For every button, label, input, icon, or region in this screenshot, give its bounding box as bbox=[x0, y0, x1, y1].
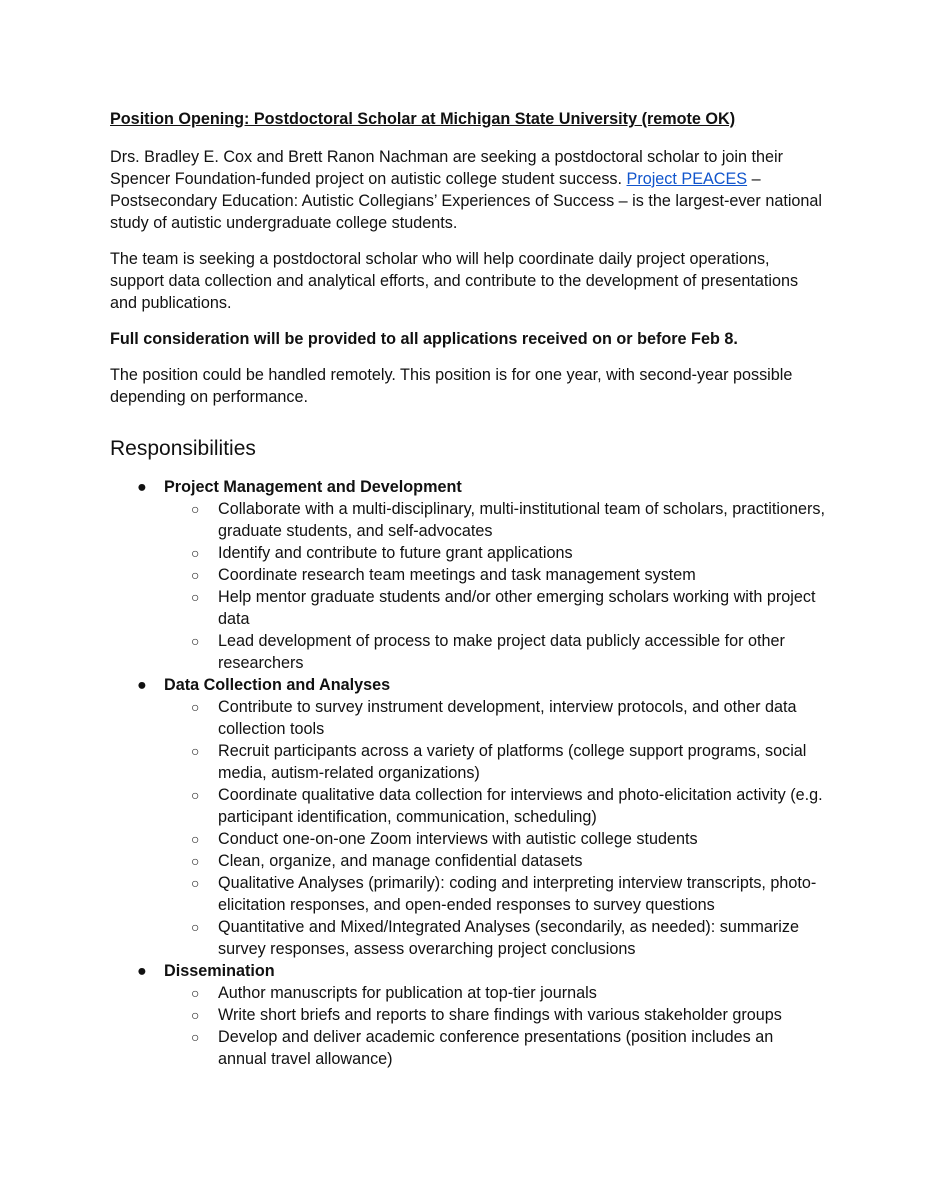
circle-bullet-icon: ○ bbox=[191, 985, 200, 1001]
circle-bullet-icon: ○ bbox=[191, 787, 200, 803]
project-peaces-link[interactable]: Project PEACES bbox=[626, 170, 748, 188]
list-item-text: Coordinate research team meetings and task management system bbox=[218, 566, 696, 584]
document-title: Position Opening: Postdoctoral Scholar at Michigan State University (remote OK) bbox=[110, 110, 736, 128]
list-item-text: Quantitative and Mixed/Integrated Analyses (secondarily, as needed): summarize survey responses, assess overarching project conclusions bbox=[218, 918, 799, 958]
circle-bullet-icon: ○ bbox=[191, 545, 200, 561]
responsibilities-heading: Responsibilities bbox=[110, 437, 256, 460]
circle-bullet-icon: ○ bbox=[191, 567, 200, 583]
list-item bbox=[164, 542, 825, 564]
list-item bbox=[164, 828, 825, 850]
sub-list bbox=[164, 498, 825, 674]
list-item-text: Develop and deliver academic conference presentations (position includes an annual travel allowance) bbox=[218, 1028, 774, 1068]
deadline-paragraph: Full consideration will be provided to all applications received on or before Feb 8. bbox=[110, 330, 738, 348]
list-item bbox=[164, 872, 825, 916]
list-item-text: Conduct one-on-one Zoom interviews with autistic college students bbox=[218, 830, 698, 848]
circle-bullet-icon: ○ bbox=[191, 831, 200, 847]
document-body bbox=[110, 108, 825, 1070]
circle-bullet-icon: ○ bbox=[191, 853, 200, 869]
circle-bullet-icon: ○ bbox=[191, 633, 200, 649]
circle-bullet-icon: ○ bbox=[191, 919, 200, 935]
list-item-text: Collaborate with a multi-disciplinary, multi-institutional team of scholars, practitioners, graduate students, and self-advocates bbox=[218, 500, 825, 540]
section-label: Project Management and Development bbox=[164, 478, 462, 496]
circle-bullet-icon: ○ bbox=[191, 1029, 200, 1045]
list-item bbox=[164, 1026, 825, 1070]
circle-bullet-icon: ○ bbox=[191, 743, 200, 759]
list-item-text: Lead development of process to make project data publicly accessible for other researchers bbox=[218, 632, 785, 672]
list-item bbox=[164, 564, 825, 586]
list-item bbox=[164, 850, 825, 872]
list-item bbox=[164, 916, 825, 960]
bullet-icon: ● bbox=[137, 962, 147, 980]
list-item bbox=[164, 740, 825, 784]
list-item-text: Recruit participants across a variety of platforms (college support programs, social media, autism-related organizations) bbox=[218, 742, 807, 782]
list-item-text: Contribute to survey instrument development, interview protocols, and other data collection tools bbox=[218, 698, 797, 738]
list-item-text: Author manuscripts for publication at top-tier journals bbox=[218, 984, 597, 1002]
circle-bullet-icon: ○ bbox=[191, 501, 200, 517]
list-item-text: Qualitative Analyses (primarily): coding and interpreting interview transcripts, photo-elicitation responses, and open-ended responses to survey questions bbox=[218, 874, 817, 914]
intro-paragraph bbox=[110, 146, 825, 234]
circle-bullet-icon: ○ bbox=[191, 1007, 200, 1023]
sub-list bbox=[164, 696, 825, 960]
sub-list bbox=[164, 982, 825, 1070]
list-item bbox=[164, 982, 825, 1004]
list-item bbox=[164, 630, 825, 674]
list-item-text: Help mentor graduate students and/or other emerging scholars working with project data bbox=[218, 588, 816, 628]
circle-bullet-icon: ○ bbox=[191, 699, 200, 715]
circle-bullet-icon: ○ bbox=[191, 589, 200, 605]
list-item bbox=[164, 1004, 825, 1026]
circle-bullet-icon: ○ bbox=[191, 875, 200, 891]
intro-text-cont: – Postsecondary Education: Autistic Collegians’ Experiences of Success – is the largest-ever national study of autistic undergraduate college students. bbox=[110, 170, 823, 232]
list-item-text: Write short briefs and reports to share findings with various stakeholder groups bbox=[218, 1006, 782, 1024]
remote-paragraph: The position could be handled remotely. This position is for one year, with second-year possible depending on performance. bbox=[110, 366, 793, 406]
list-item-text: Coordinate qualitative data collection for interviews and photo-elicitation activity (e.g. participant identification, communication, scheduling) bbox=[218, 786, 823, 826]
section-item bbox=[110, 674, 825, 960]
team-paragraph: The team is seeking a postdoctoral scholar who will help coordinate daily project operations, support data collection and analytical efforts, and contribute to the development of presentations and publications. bbox=[110, 250, 799, 312]
bullet-icon: ● bbox=[137, 676, 147, 694]
list-item-text: Identify and contribute to future grant applications bbox=[218, 544, 573, 562]
section-label: Data Collection and Analyses bbox=[164, 676, 391, 694]
section-item bbox=[110, 476, 825, 674]
responsibilities-list bbox=[110, 476, 825, 1070]
bullet-icon: ● bbox=[137, 478, 147, 496]
list-item bbox=[164, 498, 825, 542]
list-item-text: Clean, organize, and manage confidential datasets bbox=[218, 852, 583, 870]
section-label: Dissemination bbox=[164, 962, 275, 980]
section-item bbox=[110, 960, 825, 1070]
list-item bbox=[164, 586, 825, 630]
list-item bbox=[164, 784, 825, 828]
intro-text: Drs. Bradley E. Cox and Brett Ranon Nachman are seeking a postdoctoral scholar to join their Spencer Foundation-funded project on autistic college student success. bbox=[110, 148, 784, 188]
list-item bbox=[164, 696, 825, 740]
